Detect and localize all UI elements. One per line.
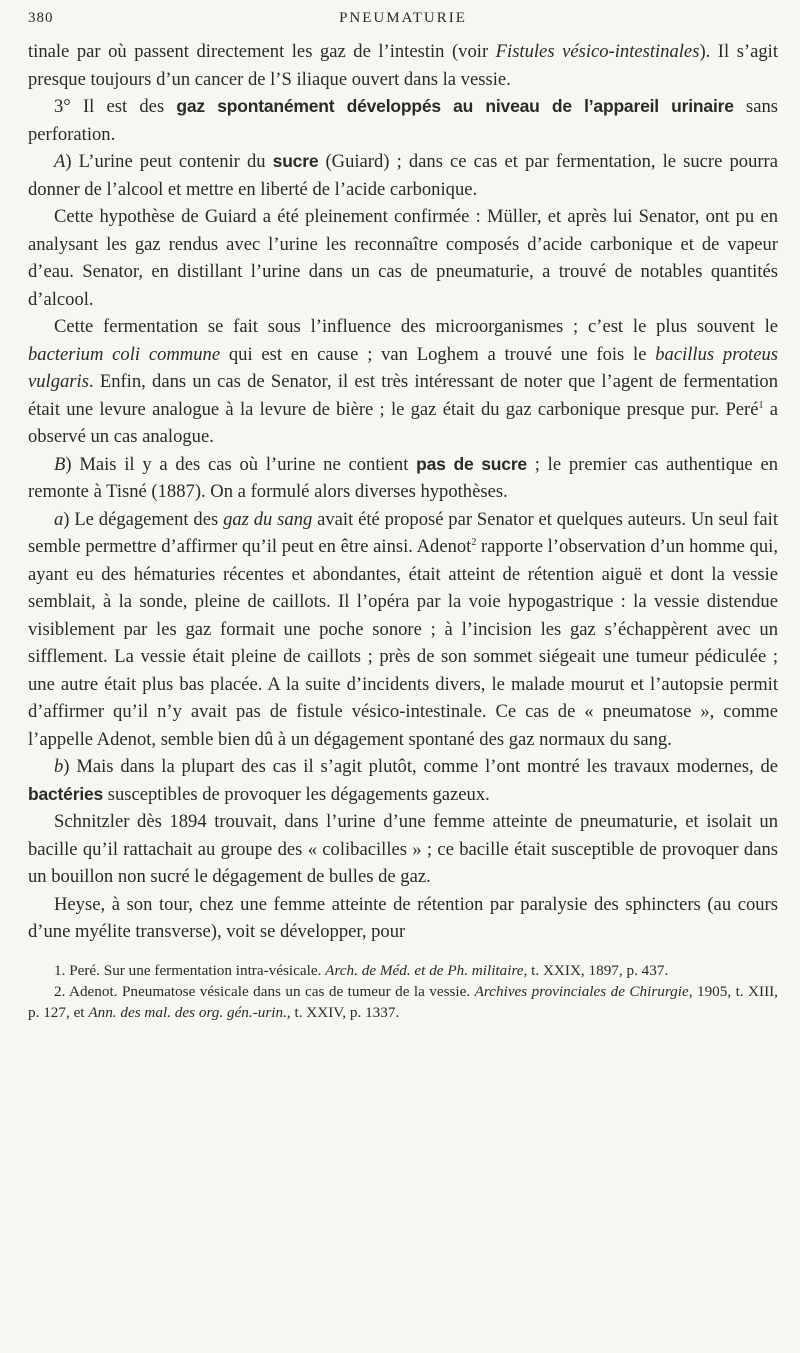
paragraph: tinale par où passent directement les gaz de l’intestin (voir Fistules vésico-intestinales). Il s’agit presque toujours d’un cancer de l’S iliaque ouvert dans la vessie.: [28, 41, 779, 90]
footnote: 1. Peré. Sur une fermentation intra-vésicale. Arch. de Méd. et de Ph. militaire, t. XXIX, 1897, p. 437.: [54, 961, 669, 979]
paragraph: Schnitzler dès 1894 trouvait, dans l’urine d’une femme atteinte de pneumaturie, et isolait un bacille qu’il rattachait au groupe des « colibacilles » ; ce bacille était susceptible de provoquer dans un bouillon non sucré le dégagement de bulles de gaz.: [28, 811, 778, 887]
paragraph: Cette fermentation se fait sous l’influence des microorganismes ; c’est le plus souvent le bacterium coli commune qui est en cause ; van Loghem a trouvé une fois le bacillus proteus vulgaris. Enfin, dans un cas de Senator, il est très intéressant de noter que l’agent de fermentation était une levure analogue à la levure de bière ; le gaz était du gaz carbonique presque pur. Peré$^1$ a observé un cas analogue.: [28, 316, 778, 447]
keyword: pas de sucre: [416, 453, 527, 474]
species-name: bacillus proteus vulgaris: [28, 343, 778, 392]
keyword: gaz du sang: [223, 508, 313, 530]
paragraph: b) Mais dans la plupart des cas il s’agit plutôt, comme l’ont montré les travaux modernes, de bactéries susceptibles de provoquer les dégagements gazeux.: [28, 756, 778, 805]
species-name: bacterium coli commune: [28, 343, 221, 365]
page-header: [28, 0, 778, 36]
body-text: [28, 38, 778, 946]
page-number: 380: [28, 10, 54, 26]
paragraph: a) Le dégagement des gaz du sang avait été proposé par Senator et quelques auteurs. Un seul fait semble permettre d’affirmer qu’il peut en être ainsi. Adenot$^2$ rapporte l’observation d’un homme qui, ayant eu des hématuries récentes et abondantes, était atteint de rétention aiguë et dont la vessie semblait, à la sonde, pleine de caillots. Il l’opéra par la voie hypogastrique : la vessie distendue visiblement par les gaz formait une poche sonore ; à l’incision les gaz s’échappèrent avec un sifflement. La vessie était pleine de caillots ; près de son sommet siégeait une tumeur pédiculée ; une autre était plus bas placée. A la suite d’incidents divers, le malade mourut et l’autopsie permit d’affirmer qu’il n’y avait pas de fistule vésico-intestinale. Ce cas de « pneumatose », comme l’appelle Adenot, semble bien dû à un dégagement spontané des gaz normaux du sang.: [28, 508, 779, 750]
paragraph: Cette hypothèse de Guiard a été pleinement confirmée : Müller, et après lui Senator, ont pu en analysant les gaz rendus avec l’urine les reconnaître composés d’acide carbonique et de vapeur d’eau. Senator, en distillant l’urine dans un cas de pneumaturie, a trouvé de notables quantités d’alcool.: [28, 206, 778, 310]
section-heading: gaz spontanément développés au niveau de l’appareil urinaire: [176, 96, 734, 116]
footnotes: [28, 960, 778, 1023]
paragraph: A) L’urine peut contenir du sucre (Guiard) ; dans ce cas et par fermentation, le sucre pourra donner de l’alcool et mettre en liberté de l’acide carbonique.: [28, 151, 778, 200]
footnote: 2. Adenot. Pneumatose vésicale dans un cas de tumeur de la vessie. Archives provinciales de Chirurgie, 1905, t. XIII, p. 127, et Ann. des mal. des org. gén.-urin., t. XXIV, p. 1337.: [28, 982, 778, 1021]
paragraph: 3° Il est des gaz spontanément développés au niveau de l’appareil urinaire sans perforation.: [28, 96, 779, 145]
paragraph: Heyse, à son tour, chez une femme atteinte de rétention par paralysie des sphincters (au cours d’une myélite transverse), voit se développer, pour: [28, 893, 778, 942]
running-head: PNEUMATURIE: [339, 10, 467, 26]
paragraph: B) Mais il y a des cas où l’urine ne contient pas de sucre ; le premier cas authentique en remonte à Tisné (1887). On a formulé alors diverses hypothèses.: [28, 453, 778, 502]
keyword: sucre: [272, 151, 319, 171]
cross-reference: Fistules vésico-intestinales: [495, 41, 700, 62]
footnote-ref: 2: [471, 536, 477, 548]
keyword: bactéries: [28, 783, 104, 804]
footnote-ref: 1: [758, 399, 764, 411]
